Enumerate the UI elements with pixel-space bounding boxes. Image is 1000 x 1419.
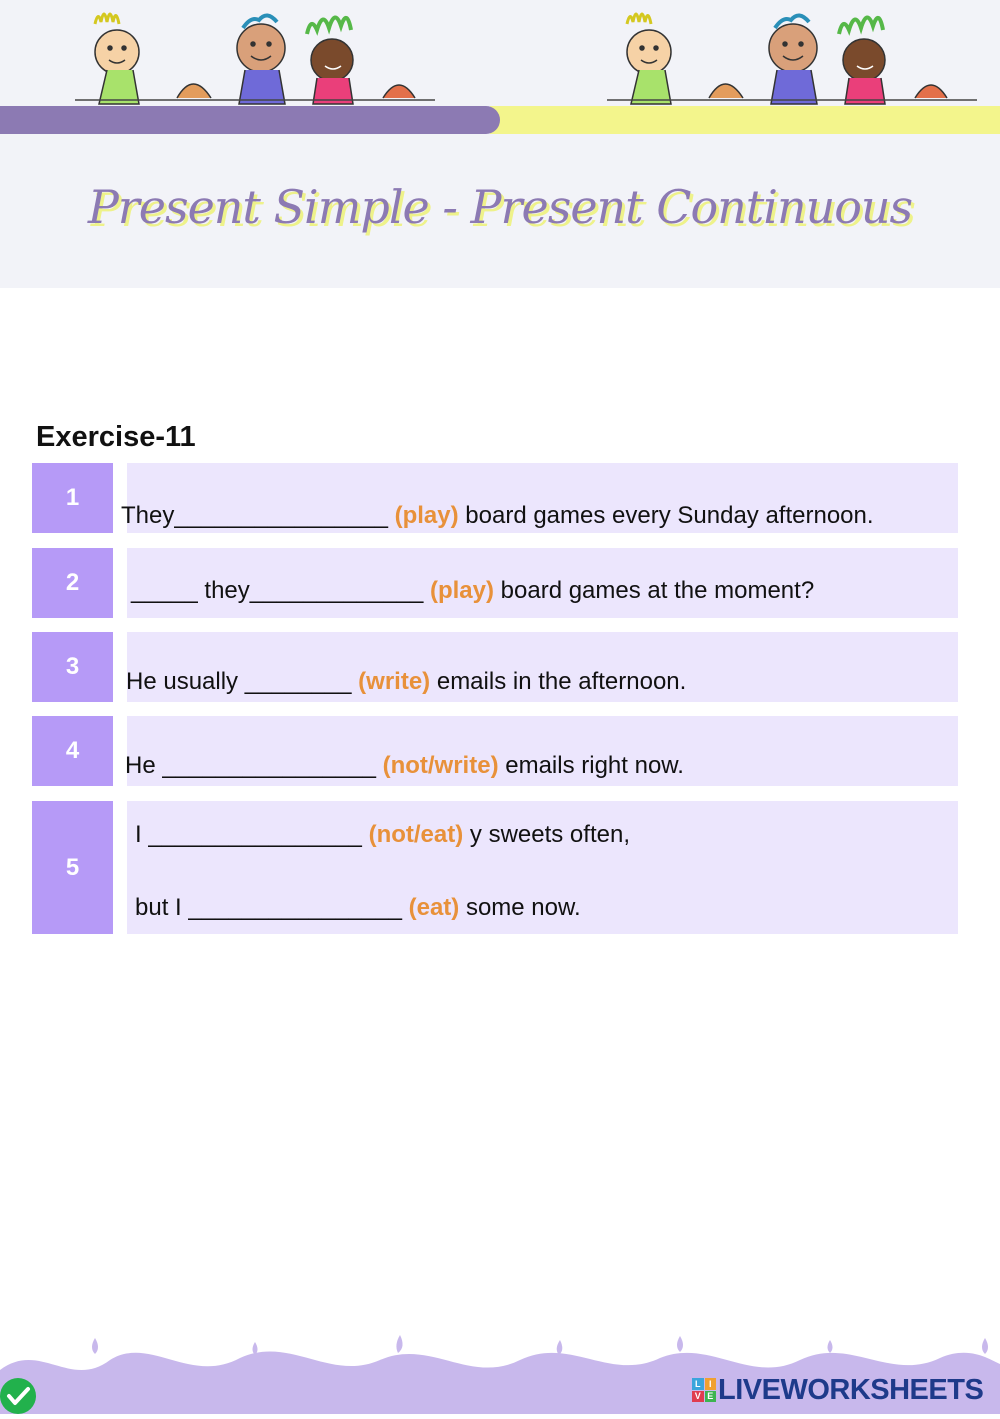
sentence-text: but I ________________: [135, 894, 409, 921]
kids-illustration-left: [75, 0, 455, 110]
kids-illustration-right: [607, 0, 987, 110]
verb-hint: (play): [429, 577, 494, 604]
sentence-text: some now.: [459, 894, 581, 921]
row-number-1: 1: [32, 463, 113, 533]
sentence-text: He ________________: [125, 752, 383, 779]
verb-hint: (not/write): [382, 752, 499, 779]
brand-name: LIVEWORKSHEETS: [718, 1373, 984, 1406]
sentence-3: [126, 668, 686, 696]
row-number-5: 5: [32, 801, 113, 934]
sentence-text: y sweets often,: [463, 821, 630, 848]
sentence-text: _____ they_____________: [131, 577, 430, 604]
checkmark-icon: [0, 1378, 36, 1414]
logo-letter: L: [692, 1378, 704, 1390]
sentence-text: emails in the afternoon.: [430, 668, 687, 695]
sentence-text: board games at the moment?: [493, 577, 815, 604]
header-purple-bar: [0, 106, 500, 134]
sentence-2: [131, 577, 814, 605]
row-number-2: 2: [32, 548, 113, 618]
brand-icon: [692, 1378, 716, 1402]
sentence-text: I ________________: [135, 821, 369, 848]
row-number-3: 3: [32, 632, 113, 702]
liveworksheets-logo[interactable]: [692, 1372, 983, 1408]
verb-hint: (play): [394, 502, 459, 529]
worksheet-title: Present Simple - Present Continuous: [87, 180, 913, 234]
verb-hint: (not/eat): [368, 821, 464, 848]
header-yellow-bar: [490, 106, 1000, 134]
sentence-1: [121, 502, 874, 530]
check-answers-button[interactable]: [0, 1378, 36, 1414]
logo-letter: I: [705, 1378, 717, 1390]
sentence-text: board games every Sunday afternoon.: [458, 502, 874, 529]
sentence-5-line-2: [135, 894, 581, 922]
logo-letter: V: [692, 1391, 704, 1403]
sentence-4: [125, 752, 684, 780]
sentence-text: He usually ________: [126, 668, 359, 695]
sentence-text: They________________: [121, 502, 395, 529]
logo-letter: E: [705, 1391, 717, 1403]
exercise-heading: Exercise-11: [36, 421, 196, 453]
sentence-text: emails right now.: [498, 752, 684, 779]
verb-hint: (write): [358, 668, 431, 695]
verb-hint: (eat): [408, 894, 460, 921]
sentence-5-line-1: [135, 821, 630, 849]
row-number-4: 4: [32, 716, 113, 786]
header-banner: [0, 0, 1000, 288]
